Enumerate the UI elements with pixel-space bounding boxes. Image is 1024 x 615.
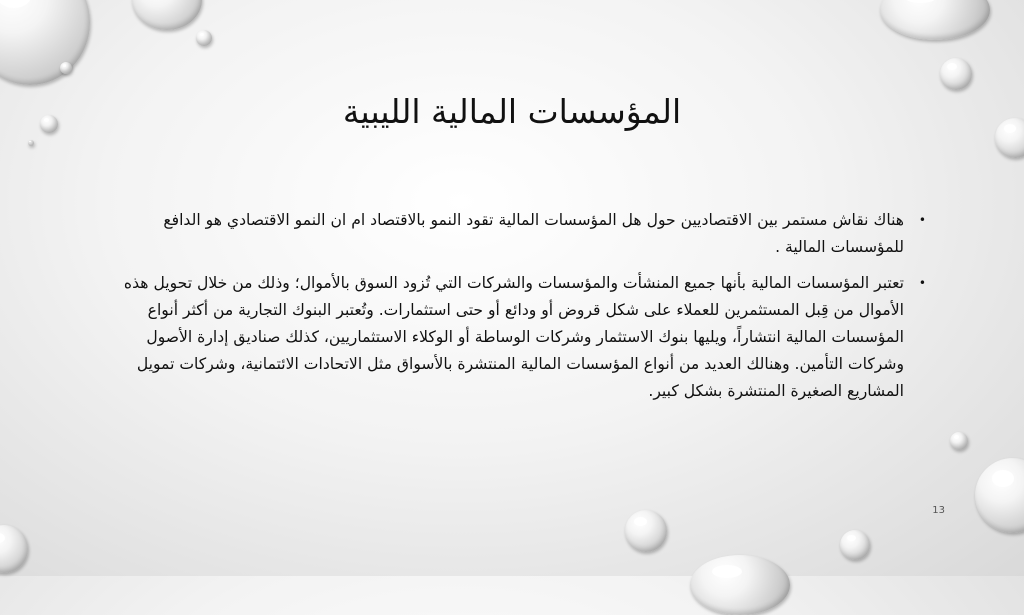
water-drop-decoration [625,510,667,552]
water-drop-decoration [28,140,34,146]
slide-title: المؤسسات المالية الليبية [342,92,682,131]
bullet-marker: • [918,213,926,227]
water-drop-decoration [0,0,90,85]
bullet-marker: • [918,276,926,290]
water-drop-decoration [880,0,990,40]
bullet-text: تعتبر المؤسسات المالية بأنها جميع المنشأت والمؤسسات والشركات التي تُزود السوق بالأموال؛ وذلك من خلال تحويل هذه الأموال من قِبل المستثمرين للعملاء على شكل قروض أو ودائع أو حتى استثمارات. وتُعتبر البنوك التجارية من أكثر أنواع المؤسسات المالية انتشاراً، ويليها بنوك الاستثمار وشركات الوساطة أو الوكلاء الاستثماريين، كذلك صناديق إدارة الأصول وشركات التأمين. وهنالك العديد من أنواع المؤسسات المالية المنتشرة بالأسواق مثل الاتحادات الائتمانية، وشركات تمويل المشاريع الصغيرة المنتشرة بشكل كبير. [123,274,904,400]
water-drop-decoration [0,525,28,573]
bullet-item [118,270,926,405]
slide-body [118,207,926,414]
water-drop-decoration [840,530,870,560]
water-drop-decoration [196,30,212,46]
page-number: 13 [932,505,945,516]
bullet-item [118,207,926,261]
water-drop-decoration [975,458,1024,533]
water-drop-decoration [940,58,972,90]
water-drop-decoration [60,62,72,74]
water-drop-decoration [950,432,968,450]
bullet-text: هناك نقاش مستمر بين الاقتصاديين حول هل المؤسسات المالية تقود النمو بالاقتصاد ام ان النمو الاقتصادي هو الدافع للمؤسسات المالية . [163,211,904,256]
water-drop-decoration [132,0,202,30]
water-drop-decoration [690,555,790,615]
